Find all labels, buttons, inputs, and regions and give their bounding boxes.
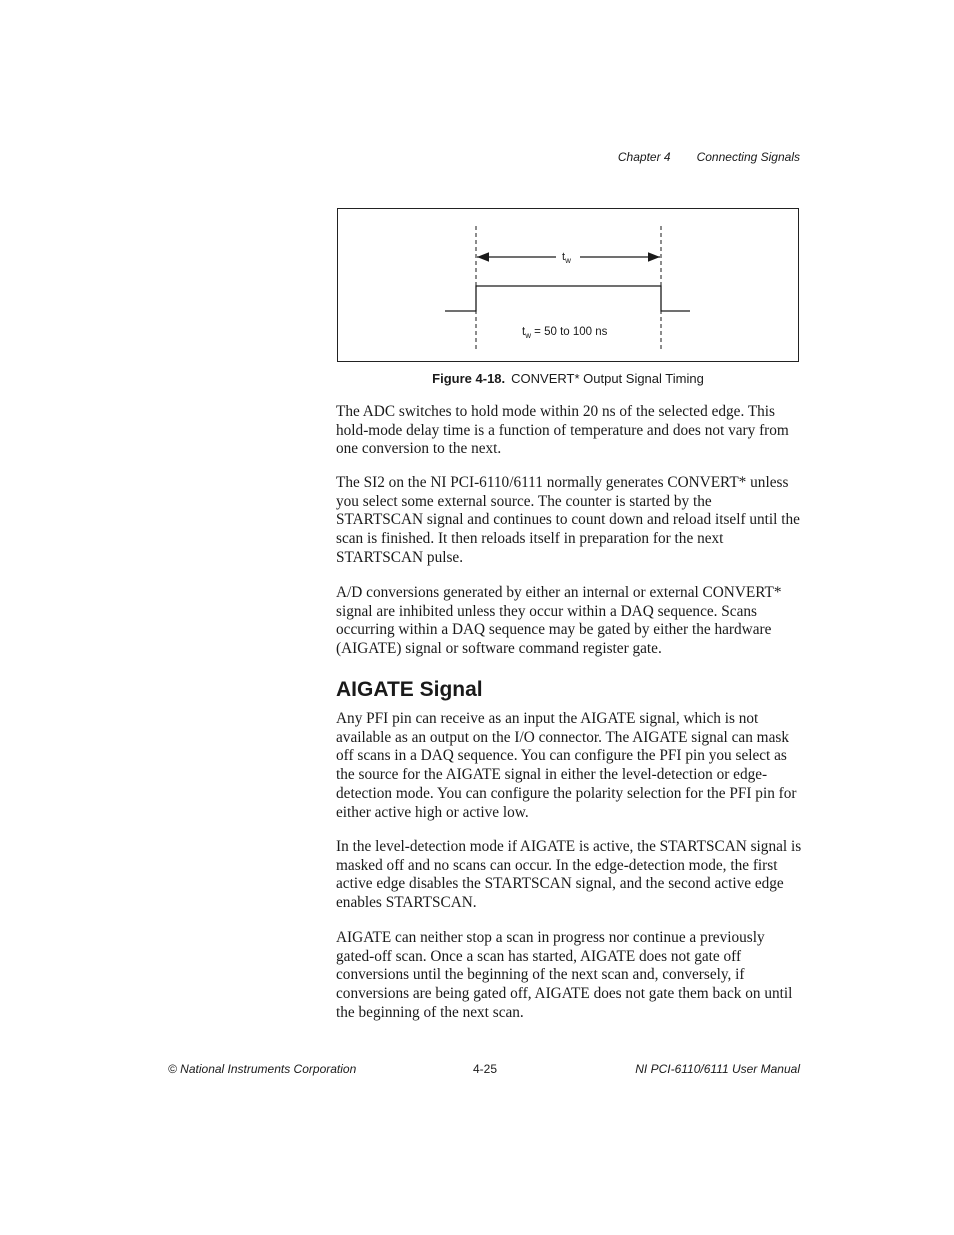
- paragraph-3: A/D conversions generated by either an internal or external CONVERT* signal are inhibited unless they occur within a DAQ sequence. Scans occurring within a DAQ sequence may be gated by either the hardware (AIGATE) signal or software command register gate.: [336, 584, 782, 658]
- footer-page-number: 4-25: [473, 1062, 498, 1076]
- timing-diagram: [337, 208, 799, 362]
- figure-caption: [337, 371, 799, 386]
- paragraph-1: The ADC switches to hold mode within 20 ns of the selected edge. This hold-mode delay time is a function of temperature and does not vary from one conversion to the next.: [336, 403, 789, 458]
- timing-diagram-svg: [338, 209, 800, 363]
- tw-label: $t_w$: [562, 251, 571, 265]
- paragraph-2: The SI2 on the NI PCI-6110/6111 normally generates CONVERT* unless you select some external source. The counter is started by the STARTSCAN signal and continues to count down and reload itself until the scan is finished. It then reloads itself in preparation for the next STARTSCAN pulse.: [336, 474, 800, 566]
- section-paragraph-3: AIGATE can neither stop a scan in progress nor continue a previously gated-off scan. Once a scan has started, AIGATE does not gate off conversions until the beginning of the next scan and, conversely, if conversions are being gated off, AIGATE does not gate them back on until the beginning of the next scan.: [336, 929, 793, 1021]
- footer-manual-title: NI PCI-6110/6111 User Manual: [635, 1062, 800, 1076]
- header-chapter: Chapter 4: [617, 150, 671, 164]
- footer-copyright: © National Instruments Corporation: [168, 1062, 357, 1076]
- running-header: [618, 150, 800, 164]
- pulse-waveform: [445, 286, 690, 311]
- section-heading: AIGATE Signal: [336, 678, 483, 701]
- header-section: Connecting Signals: [696, 150, 800, 164]
- section-paragraph-2: In the level-detection mode if AIGATE is active, the STARTSCAN signal is masked off and no scans can occur. In the edge-detection mode, the first active edge disables the STARTSCAN signal, and the second active edge enables STARTSCAN.: [336, 838, 802, 912]
- figure-number: Figure 4-18.: [432, 371, 506, 386]
- tw-formula: $t_w = 50$ to 100 ns: [522, 326, 608, 340]
- section-paragraph-1: Any PFI pin can receive as an input the AIGATE signal, which is not available as an output on the I/O connector. The AIGATE signal can mask off scans in a DAQ sequence. You can configure the PFI pin you select as the source for the AIGATE signal in either the level-detection or edge-detection mode. You can configure the polarity selection for the PFI pin for either active high or active low.: [336, 710, 797, 821]
- figure-title: CONVERT* Output Signal Timing: [511, 371, 704, 386]
